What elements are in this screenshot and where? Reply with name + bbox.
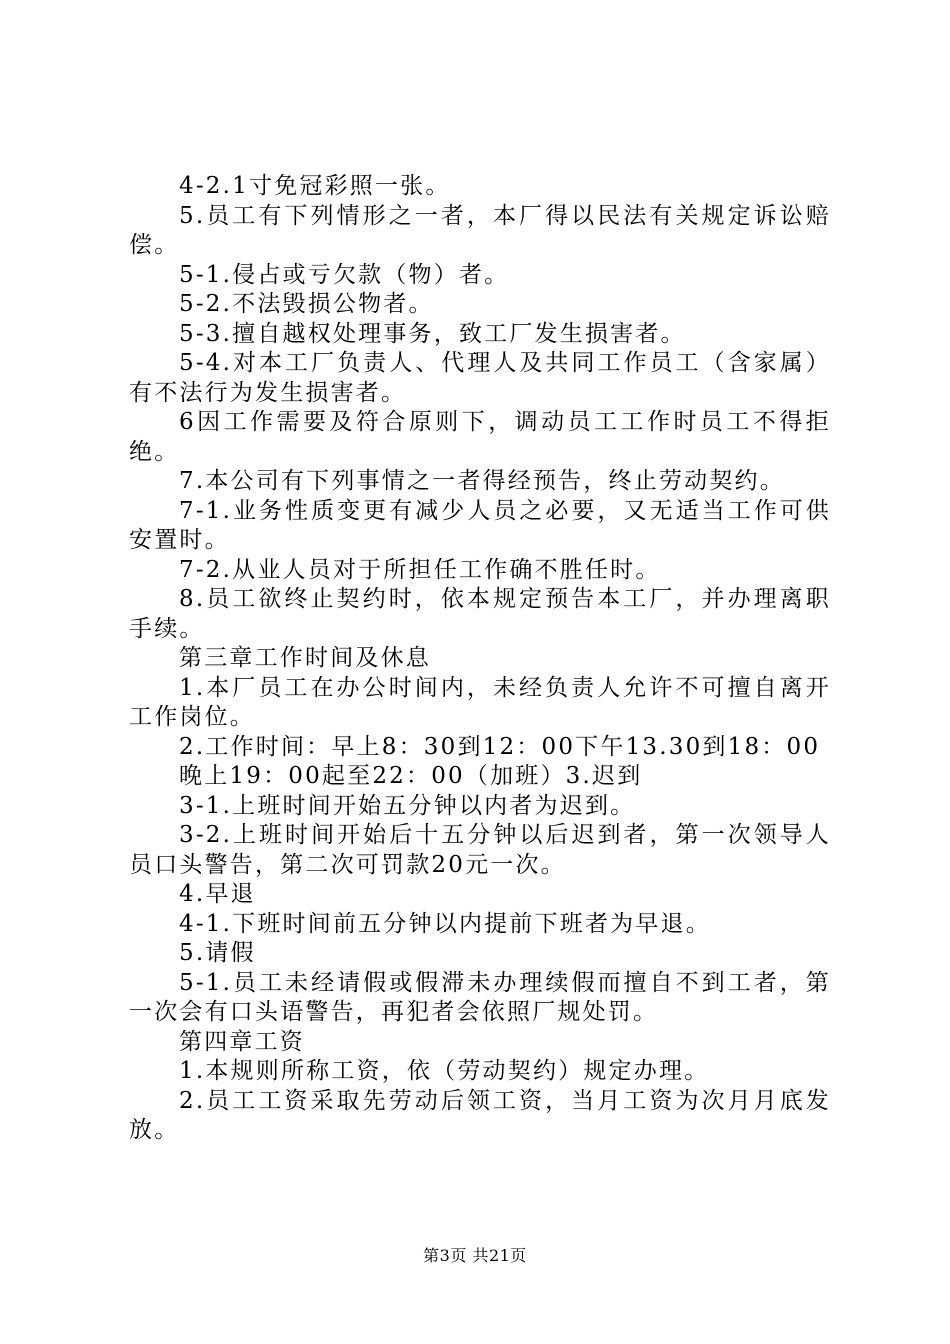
paragraph: 1.本规则所称工资，依（劳动契约）规定办理。 (179, 1058, 710, 1084)
paragraph: 3-1.上班时间开始五分钟以内者为迟到。 (179, 792, 636, 819)
paragraph: 4-1.下班时间前五分钟以内提前下班者为早退。 (179, 910, 711, 937)
paragraph: 5-3.擅自越权处理事务，致工厂发生损害者。 (179, 320, 686, 347)
paragraph: 5.请假 (179, 940, 256, 966)
document-body (129, 172, 831, 1146)
paragraph: 5-4.对本工厂负责人、代理人及共同工作员工（含家属）有不法行为发生损害者。 (129, 350, 831, 406)
paragraph: 2.员工工资采取先劳动后领工资，当月工资为次月月底发放。 (129, 1087, 831, 1143)
page-number-footer: 第3页 共21页 (423, 1246, 527, 1265)
paragraph: 2.工作时间：早上8：30到12：00下午13.30到18：00 (179, 733, 821, 760)
paragraph: 7.本公司有下列事情之一者得经预告，终止劳动契约。 (179, 468, 785, 494)
paragraph: 7-2.从业人员对于所担任工作确不胜任时。 (179, 556, 661, 583)
paragraph: 7-1.业务性质变更有减少人员之必要，又无适当工作可供安置时。 (129, 497, 831, 553)
paragraph: 6因工作需要及符合原则下，调动员工工作时员工不得拒绝。 (129, 409, 831, 465)
paragraph: 5-1.员工未经请假或假滞未办理续假而擅自不到工者，第一次会有口头语警告，再犯者会依照厂规处罚。 (129, 969, 831, 1025)
chapter-heading: 第四章工资 (179, 1028, 305, 1055)
paragraph: 8.员工欲终止契约时，依本规定预告本工厂，并办理离职手续。 (129, 586, 831, 642)
chapter-heading: 第三章工作时间及休息 (179, 645, 431, 671)
paragraph: 4-2.1寸免冠彩照一张。 (179, 173, 451, 199)
paragraph: 4.早退 (179, 881, 256, 907)
paragraph: 5-2.不法毁损公物者。 (179, 291, 434, 317)
paragraph: 1.本厂员工在办公时间内，未经负责人允许不可擅自离开工作岗位。 (129, 674, 831, 730)
paragraph: 3-2.上班时间开始后十五分钟以后迟到者，第一次领导人员口头警告，第二次可罚款20元一次。 (129, 822, 831, 878)
paragraph: 5.员工有下列情形之一者，本厂得以民法有关规定诉讼赔偿。 (129, 202, 831, 258)
paragraph: 晚上19：00起至22：00（加班）3.迟到 (179, 763, 643, 789)
paragraph: 5-1.侵占或亏欠款（物）者。 (179, 261, 510, 288)
